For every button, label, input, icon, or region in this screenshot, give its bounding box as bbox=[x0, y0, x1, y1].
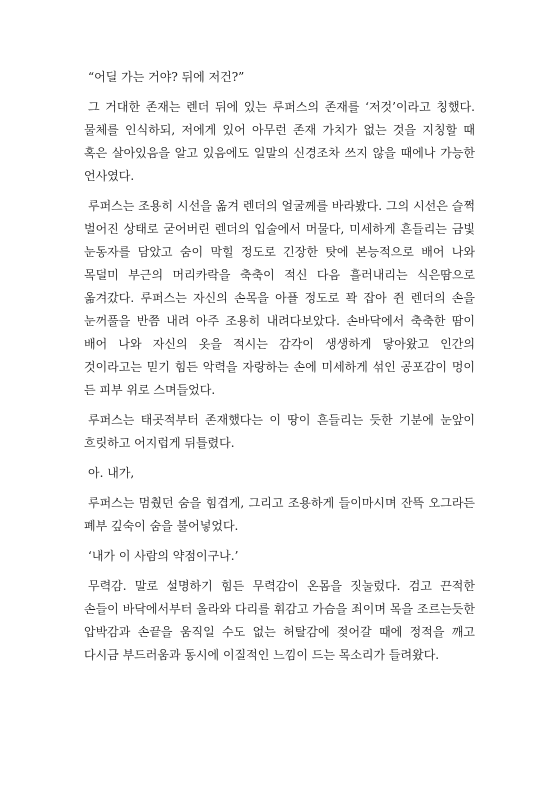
paragraph-5: 아. 내가, bbox=[88, 466, 135, 480]
paragraph-6: 루퍼스는 멈췄던 숨을 힘겹게, 그리고 조용하게 들이마시며 잔뜩 오그라든 폐부 깊숙이 숨을 불어넣었다. bbox=[84, 496, 475, 533]
paragraph-1: “어딜 가는 거야? 뒤에 저건?” bbox=[88, 70, 245, 84]
paragraph-2: 그 거대한 존재는 렌더 뒤에 있는 루퍼스의 존재를 ‘저것’이라고 칭했다. 물체를 인식하되, 저에게 있어 아무런 존재 가치가 없는 것을 지칭할 때 혹은 살아있음을 알고 있음에도 일말의 신경조차 쓰지 않을 때에나 가능한 언사였다. bbox=[84, 100, 475, 183]
document-body bbox=[84, 66, 475, 674]
paragraph-3: 루퍼스는 조용히 시선을 옮겨 렌더의 얼굴께를 바라봤다. 그의 시선은 슬쩍 벌어진 상태로 굳어버린 렌더의 입술에서 머물다, 미세하게 흔들리는 금빛 눈동자를 담았고 숨이 막힐 정도로 긴장한 탓에 본능적으로 배어 나와 목덜미 부근의 머리카락을 축축이 적신 다음 흘러내리는 식은땀으로 옮겨갔다. 루퍼스는 자신의 손목을 아플 정도로 꽉 잡아 쥔 렌더의 손을 눈꺼풀을 반쯤 내려 아주 조용히 내려다보았다. 손바닥에서 축축한 땀이 배어 나와 자신의 옷을 적시는 감각이 생생하게 닿아왔고 인간의 것이라고는 믿기 힘든 악력을 자랑하는 손에 미세하게 섞인 공포감이 멍이 든 피부 위로 스며들었다. bbox=[84, 199, 475, 397]
paragraph-7: ‘내가 이 사람의 약점이구나.’ bbox=[88, 549, 239, 563]
paragraph-8: 무력감. 말로 설명하기 힘든 무력감이 온몸을 짓눌렀다. 검고 끈적한 손들이 바닥에서부터 올라와 다리를 휘감고 가슴을 죄이며 목을 조르는듯한 압박감과 손끝을 움직일 수도 없는 허탈감에 젖어갈 때에 정적을 깨고 다시금 부드러움과 동시에 이질적인 느낌이 드는 목소리가 들려왔다. bbox=[84, 579, 475, 662]
paragraph-4: 루퍼스는 태곳적부터 존재했다는 이 땅이 흔들리는 듯한 기분에 눈앞이 흐릿하고 어지럽게 뒤틀렸다. bbox=[84, 413, 475, 450]
